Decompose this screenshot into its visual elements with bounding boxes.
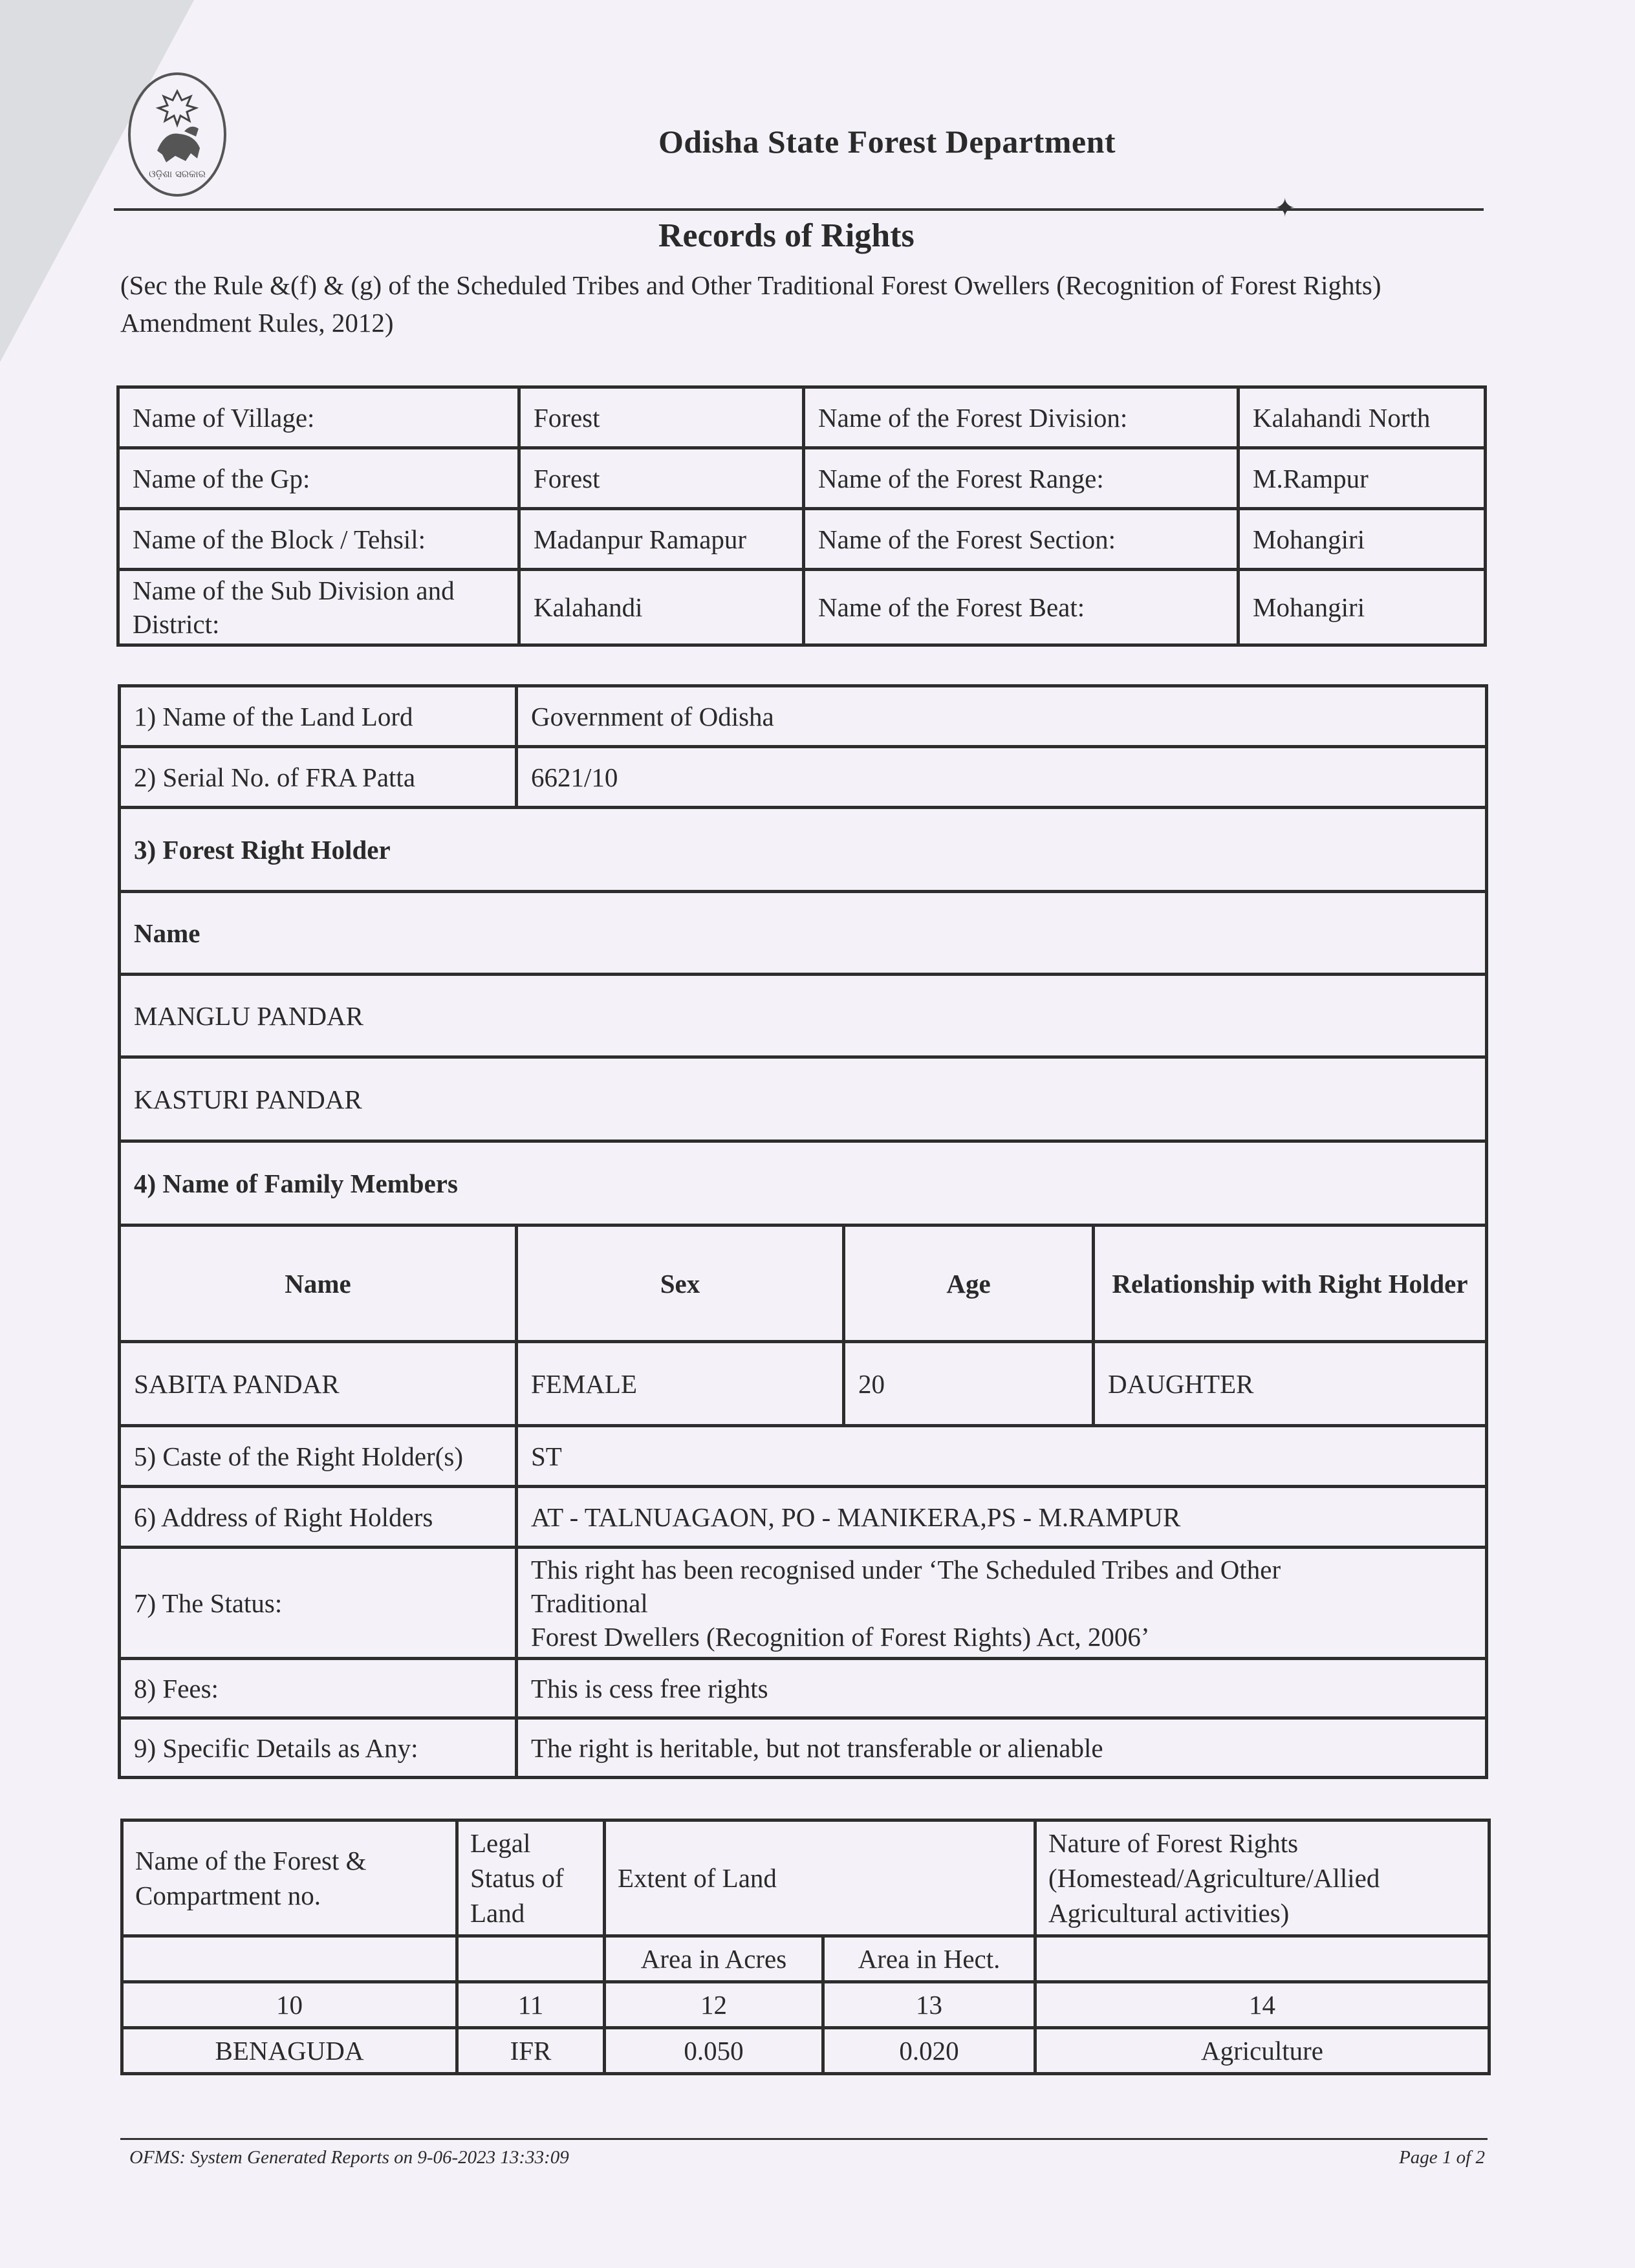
value-forest-section: Mohangiri	[1239, 509, 1486, 570]
table-row	[122, 1936, 1489, 1982]
land-table	[120, 1819, 1491, 2075]
label-forest-beat: Name of the Forest Beat:	[804, 570, 1239, 645]
table-row	[120, 808, 1487, 892]
footer-generated: OFMS: System Generated Reports on 9-06-2023 13:33:09	[129, 2147, 569, 2168]
land-nature: Agriculture	[1035, 2028, 1489, 2074]
table-row	[118, 509, 1486, 570]
value-forest-range: M.Rampur	[1239, 448, 1486, 509]
table-row	[120, 1057, 1487, 1141]
ink-mark: ✦	[1274, 193, 1296, 222]
table-row	[122, 1982, 1489, 2028]
land-lord-label: 1) Name of the Land Lord	[120, 686, 517, 747]
status-line: This right has been recognised under ‘The Scheduled Tribes and Other	[531, 1554, 1281, 1584]
table-row	[120, 1141, 1487, 1226]
value-forest-beat: Mohangiri	[1239, 570, 1486, 645]
family-col-name: Name	[120, 1226, 517, 1342]
empty-cell	[1035, 1936, 1489, 1982]
serial-value: 6621/10	[517, 747, 1487, 808]
member-age: 20	[844, 1342, 1094, 1426]
department-name: Odisha State Forest Department	[658, 124, 1116, 160]
fees-label: 8) Fees:	[120, 1659, 517, 1718]
page-title: Records of Rights	[658, 217, 915, 254]
label-village: Name of Village:	[118, 387, 519, 448]
col-nature: Nature of Forest Rights (Homestead/Agriculture/Allied Agricultural activities)	[1035, 1820, 1489, 1936]
col-forest: Name of the Forest & Compartment no.	[122, 1820, 457, 1936]
family-col-age: Age	[844, 1226, 1094, 1342]
specific-label: 9) Specific Details as Any:	[120, 1718, 517, 1778]
col-number: 13	[823, 1982, 1035, 2028]
col-number: 12	[605, 1982, 823, 2028]
value-subdivision: Kalahandi	[519, 570, 804, 645]
odisha-emblem	[128, 72, 226, 197]
label-forest-range: Name of the Forest Range:	[804, 448, 1239, 509]
status-line: Forest Dwellers (Recognition of Forest Rights) Act, 2006’	[531, 1621, 1150, 1652]
address-label: 6) Address of Right Holders	[120, 1487, 517, 1548]
sub-acres: Area in Acres	[605, 1936, 823, 1982]
family-heading: 4) Name of Family Members	[120, 1141, 1487, 1226]
family-col-relationship: Relationship with Right Holder	[1094, 1226, 1487, 1342]
col-number: 10	[122, 1982, 457, 2028]
details-table	[118, 684, 1488, 1779]
value-forest-division: Kalahandi North	[1239, 387, 1486, 448]
empty-cell	[457, 1936, 605, 1982]
status-value	[517, 1548, 1487, 1659]
right-holder-heading: 3) Forest Right Holder	[120, 808, 1487, 892]
empty-cell	[122, 1936, 457, 1982]
caste-label: 5) Caste of the Right Holder(s)	[120, 1426, 517, 1487]
col-number: 14	[1035, 1982, 1489, 2028]
table-row	[118, 570, 1486, 645]
member-sex: FEMALE	[517, 1342, 844, 1426]
table-row	[122, 2028, 1489, 2074]
emblem-caption: ଓଡ଼ିଶା ସରକାର	[149, 168, 206, 180]
land-hect: 0.020	[823, 2028, 1035, 2074]
table-row	[118, 448, 1486, 509]
table-row	[120, 1226, 1487, 1342]
table-row	[122, 1820, 1489, 1936]
status-label: 7) The Status:	[120, 1548, 517, 1659]
location-table	[116, 385, 1487, 647]
footer-divider	[120, 2138, 1488, 2140]
label-block: Name of the Block / Tehsil:	[118, 509, 519, 570]
value-village: Forest	[519, 387, 804, 448]
table-row	[120, 1718, 1487, 1778]
caste-value: ST	[517, 1426, 1487, 1487]
label-gp: Name of the Gp:	[118, 448, 519, 509]
value-gp: Forest	[519, 448, 804, 509]
land-forest: BENAGUDA	[122, 2028, 457, 2074]
col-legal: Legal Status of Land	[457, 1820, 605, 1936]
land-legal: IFR	[457, 2028, 605, 2074]
address-value: AT - TALNUAGAON, PO - MANIKERA,PS - M.RAMPUR	[517, 1487, 1487, 1548]
holder-name: MANGLU PANDAR	[120, 975, 1487, 1057]
table-row	[120, 1342, 1487, 1426]
serial-label: 2) Serial No. of FRA Patta	[120, 747, 517, 808]
member-relationship: DAUGHTER	[1094, 1342, 1487, 1426]
table-row	[120, 1487, 1487, 1548]
page-subtitle: (Sec the Rule &(f) & (g) of the Scheduled Tribes and Other Traditional Forest Owellers (Recognition of Forest Rights) Amendment Rules, 2012)	[120, 270, 1381, 338]
footer-page-number: Page 1 of 2	[1399, 2147, 1485, 2168]
col-number: 11	[457, 1982, 605, 2028]
holder-name-heading: Name	[120, 892, 1487, 975]
status-line: Traditional	[531, 1588, 648, 1618]
table-row	[120, 1659, 1487, 1718]
holder-name: KASTURI PANDAR	[120, 1057, 1487, 1141]
land-acres: 0.050	[605, 2028, 823, 2074]
land-lord-value: Government of Odisha	[517, 686, 1487, 747]
table-row	[120, 686, 1487, 747]
table-row	[120, 747, 1487, 808]
label-forest-division: Name of the Forest Division:	[804, 387, 1239, 448]
table-row	[120, 975, 1487, 1057]
value-block: Madanpur Ramapur	[519, 509, 804, 570]
fees-value: This is cess free rights	[517, 1659, 1487, 1718]
label-subdivision: Name of the Sub Division and District:	[118, 570, 519, 645]
table-row	[120, 892, 1487, 975]
specific-value: The right is heritable, but not transferable or alienable	[517, 1718, 1487, 1778]
table-row	[118, 387, 1486, 448]
family-col-sex: Sex	[517, 1226, 844, 1342]
table-row	[120, 1426, 1487, 1487]
member-name: SABITA PANDAR	[120, 1342, 517, 1426]
label-forest-section: Name of the Forest Section:	[804, 509, 1239, 570]
table-row	[120, 1548, 1487, 1659]
col-extent: Extent of Land	[605, 1820, 1035, 1936]
sub-hect: Area in Hect.	[823, 1936, 1035, 1982]
